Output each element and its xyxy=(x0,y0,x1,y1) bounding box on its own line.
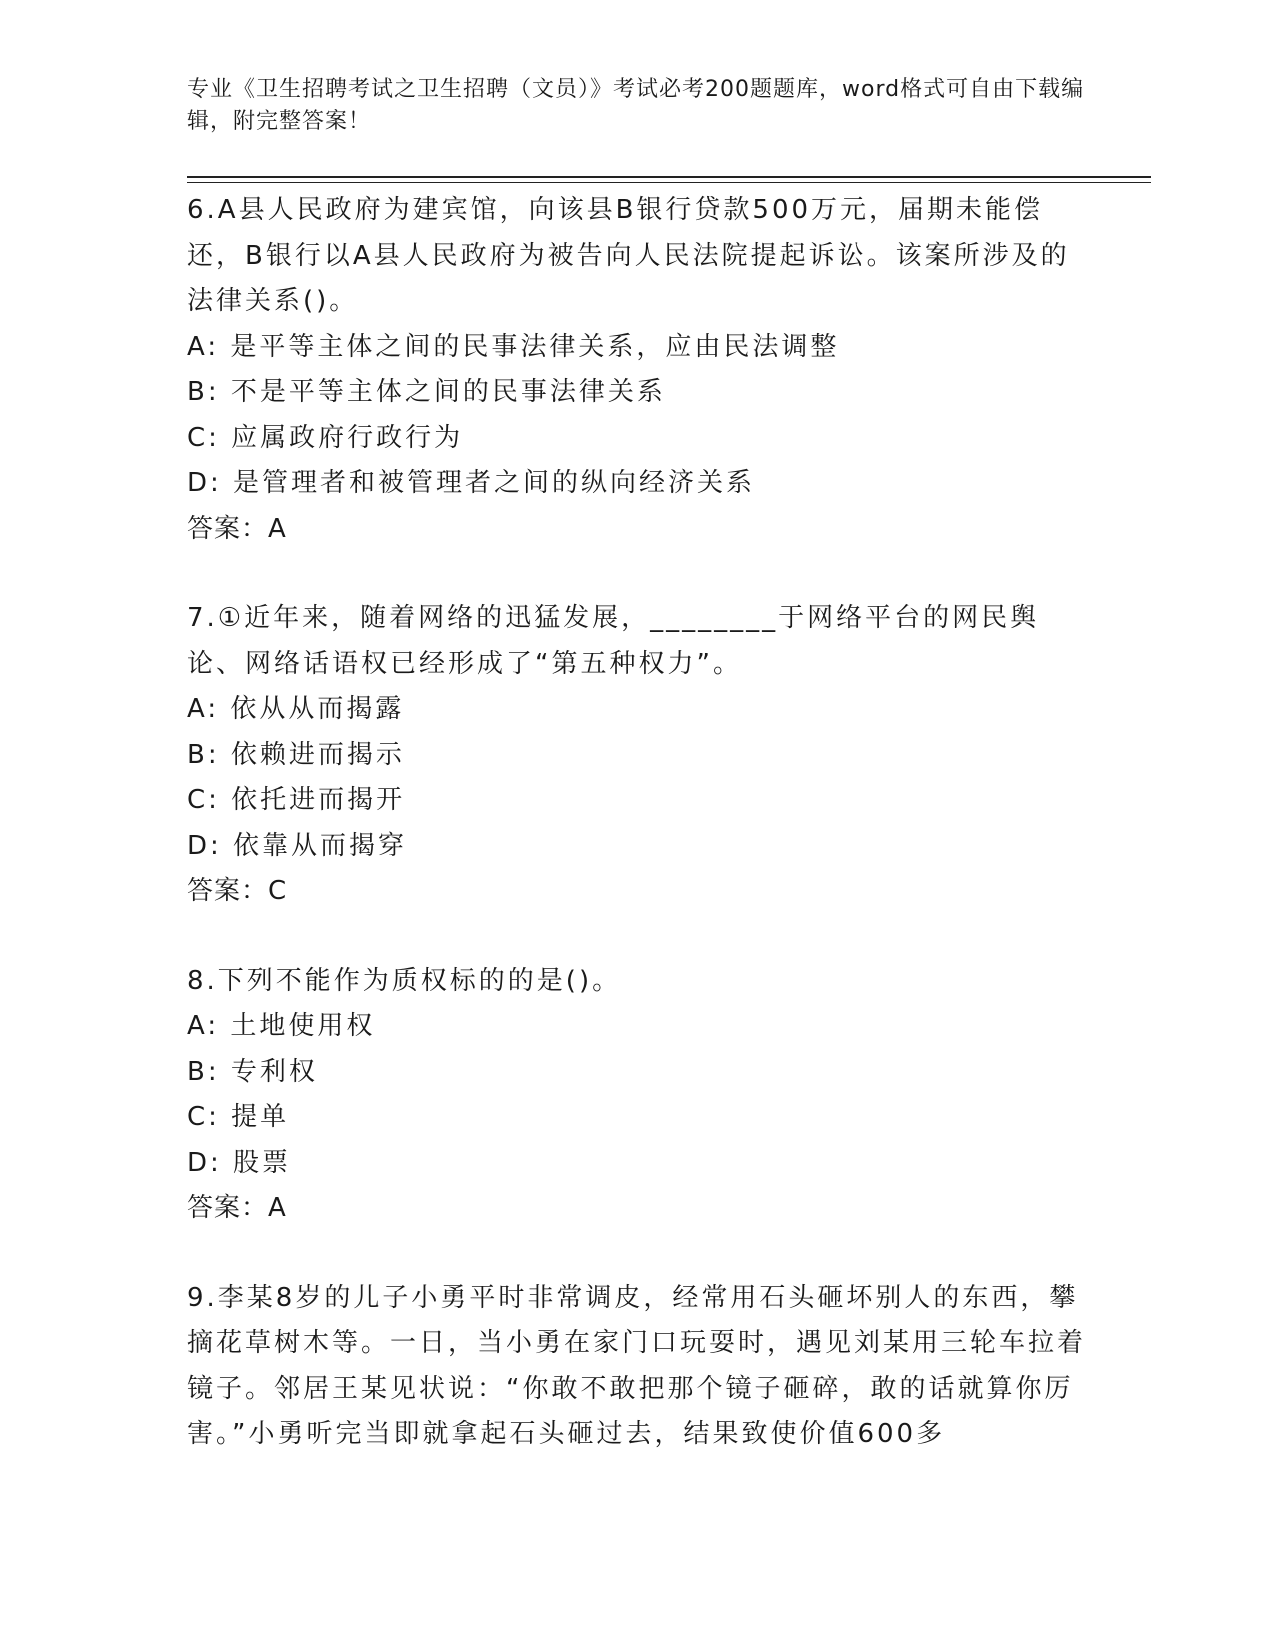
option-c: C: 提单 xyxy=(187,1102,290,1132)
answer: 答案：C xyxy=(187,876,288,906)
answer: 答案：A xyxy=(187,1193,287,1223)
question-spacer xyxy=(187,552,1087,596)
question-spacer xyxy=(187,915,1087,959)
header-rule-thin xyxy=(187,182,1151,183)
option-a: A: 依从从而揭露 xyxy=(187,694,405,724)
option-d: D: 股票 xyxy=(187,1147,292,1178)
option-b: B: 不是平等主体之间的民事法律关系 xyxy=(187,377,666,407)
option-b: B: 依赖进而揭示 xyxy=(187,739,405,770)
question-stem: 7.①近年来，随着网络的迅猛发展，________于网络平台的网民舆论、网络话语权已经形成了“第五种权力”。 xyxy=(187,603,1040,679)
question-stem: 8.下列不能作为质权标的的是()。 xyxy=(187,965,622,996)
question-stem: 9.李某8岁的儿子小勇平时非常调皮，经常用石头砸坏别人的东西，攀摘花草树木等。一日，当小勇在家门口玩耍时，遇见刘某用三轮车拉着镜子。邻居王某见状说：“你敢不敢把那个镜子砸碎，敢的话就算你厉害。”小勇听完当即就拿起石头砸过去，结果致使价值600多 xyxy=(187,1282,1087,1449)
option-c: C: 依托进而揭开 xyxy=(187,785,406,815)
question-stem: 6.A县人民政府为建宾馆，向该县B银行贷款500万元，届期未能偿还，B银行以A县人民政府为被告向人民法院提起诉讼。该案所涉及的法律关系()。 xyxy=(187,195,1070,316)
option-d: D: 依靠从而揭穿 xyxy=(187,830,408,861)
option-b: B: 专利权 xyxy=(187,1056,318,1087)
question-spacer xyxy=(187,1232,1087,1276)
option-d: D: 是管理者和被管理者之间的纵向经济关系 xyxy=(187,468,756,498)
header-rule-thick xyxy=(187,176,1151,178)
option-c: C: 应属政府行政行为 xyxy=(187,422,464,453)
option-a: A: 是平等主体之间的民事法律关系，应由民法调整 xyxy=(187,331,840,362)
question-list xyxy=(187,188,1087,1458)
question-9 xyxy=(187,1276,1087,1458)
document-header: 专业《卫生招聘考试之卫生招聘（文员）》考试必考200题题库，word格式可自由下载编辑，附完整答案！ xyxy=(187,77,1085,134)
question-6 xyxy=(187,188,1087,552)
question-7 xyxy=(187,596,1087,915)
option-a: A: 土地使用权 xyxy=(187,1011,376,1041)
answer: 答案：A xyxy=(187,513,287,544)
question-8 xyxy=(187,959,1087,1232)
